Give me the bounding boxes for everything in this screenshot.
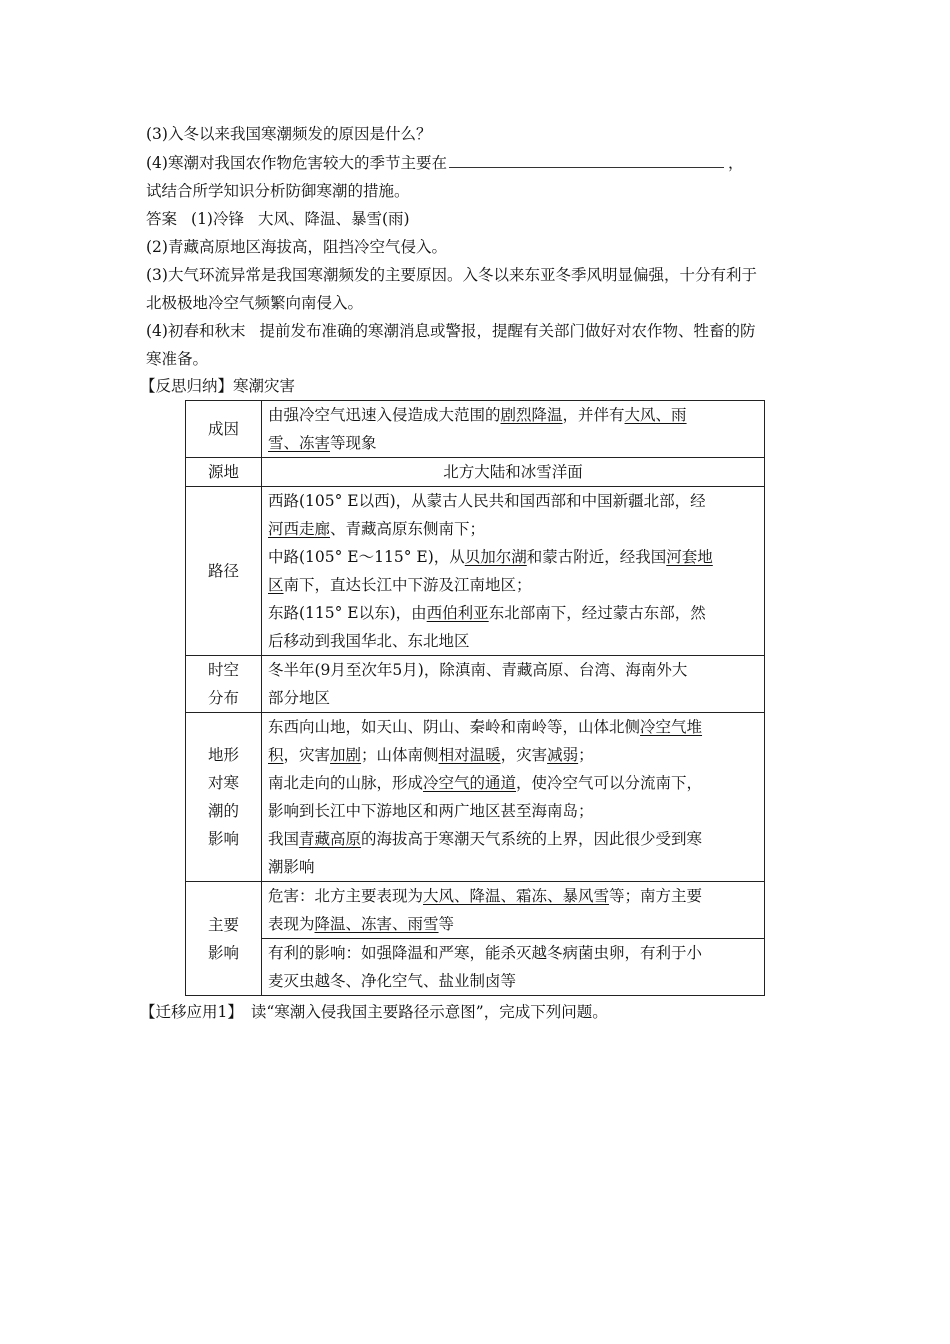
cause-underline: 剧烈降温 [500,406,563,424]
answer-1 [146,209,410,229]
table-row [186,401,765,458]
question-4 [146,153,743,173]
answer-4-line2: 寒准备。 [146,350,209,368]
row-header-terrain [186,713,262,882]
header-line: 影响 [207,830,239,848]
impact-benefit-cell [262,939,765,996]
table-row [186,713,765,882]
impact-text: 麦灭虫越冬、净化空气、盐业制卤等 [268,972,517,990]
transfer-tag: 【迁移应用1】 [140,1003,243,1021]
route-text: 和蒙古附近，经我国 [526,548,667,566]
terrain-text: 的海拔高于寒潮天气系统的上界，因此很少受到寒 [361,830,703,848]
terrain-text: ，使冷空气可以分流南下， [516,774,703,792]
reflection-heading [140,376,295,396]
terrain-text: 影响到长江中下游地区和两广地区甚至海南岛； [268,802,594,820]
impact-text: 等；南方主要 [609,887,703,905]
terrain-underline: 冷空气堆 [640,718,703,736]
answer-3-line2: 北极极地冷空气频繁向南侵入。 [146,294,364,312]
answer-4-rest: 提前发布准确的寒潮消息或警报，提醒有关部门做好对农作物、牲畜的防 [259,322,756,340]
cause-cell [262,401,765,458]
terrain-text: ；山体南侧 [361,746,439,764]
row-header-route: 路径 [186,487,262,656]
row-header-cause: 成因 [186,401,262,458]
question-3: (3)入冬以来我国寒潮频发的原因是什么？ [146,125,432,143]
impact-harm-cell [262,882,765,939]
source-cell: 北方大陆和冰雪洋面 [262,458,765,487]
header-line: 地形 [207,746,239,764]
route-cell [262,487,765,656]
header-line: 主要 [207,915,239,934]
impact-underline: 降温、冻害、雨雪 [314,915,439,933]
route-text: 、青藏高原东侧南下； [330,520,486,538]
route-text: 后移动到我国华北、东北地区 [268,632,470,650]
terrain-underline: 相对温暖 [438,746,501,764]
answer-1-rest: 大风、降温、暴雪(雨) [257,210,410,228]
impact-text: 表现为 [268,915,315,933]
question-4-line2: 试结合所学知识分析防御寒潮的措施。 [146,182,410,200]
terrain-underline: 青藏高原 [299,830,362,848]
row-header-source: 源地 [186,458,262,487]
row-header-impact [186,882,262,996]
impact-text: 危害：北方主要表现为 [268,887,424,905]
terrain-text: 潮影响 [268,858,315,876]
terrain-text: ，灾害 [500,746,548,764]
cold-wave-table [185,400,765,996]
answer-blank [449,153,724,168]
header-line: 影响 [207,943,239,962]
route-underline: 区 [268,576,284,594]
route-text: 东北部南下，经过蒙古东部，然 [488,604,706,622]
route-middle: 中路(105° E～115° E)，从 [268,548,465,566]
cause-text: 等现象 [330,434,377,452]
table-row [186,656,765,713]
terrain-text: 南北走向的山脉，形成 [268,774,424,792]
route-underline: 西伯利亚 [426,604,489,622]
answer-4 [146,321,755,341]
answer-4-num: (4)初春和秋末 [146,322,246,340]
route-west: 西路(105° E以西)，从蒙古人民共和国西部和中国新疆北部，经 [268,492,706,510]
terrain-cell [262,713,765,882]
table-row [186,458,765,487]
route-east: 东路(115° E以东)，由 [268,604,427,622]
route-underline: 河套地 [666,548,713,566]
terrain-text: ，灾害 [283,746,331,764]
answer-label: 答案 [146,210,178,228]
table-row [186,487,765,656]
terrain-text: 我国 [268,830,300,848]
table-row [186,882,765,939]
header-line: 对寒 [207,774,239,792]
impact-text: 等 [438,915,455,933]
answer-1-num: (1)冷锋 [191,210,244,228]
transfer-text: 读“寒潮入侵我国主要路径示意图”，完成下列问题。 [250,1003,608,1021]
route-underline: 贝加尔湖 [464,548,527,566]
header-line: 分布 [207,689,239,707]
route-text: 南下，直达长江中下游及江南地区； [283,576,532,594]
answer-3-line1: (3)大气环流异常是我国寒潮频发的主要原因。入冬以来东亚冬季风明显偏强，十分有利于 [146,266,757,284]
distribution-text: 部分地区 [268,689,331,707]
terrain-underline: 冷空气的通道 [423,774,517,792]
question-4-suffix: ， [727,154,744,172]
transfer-heading [140,1002,608,1022]
cause-text: 由强冷空气迅速入侵造成大范围的 [268,406,501,424]
header-line: 时空 [207,661,239,679]
impact-text: 有利的影响：如强降温和严寒，能杀灭越冬病菌虫卵，有利于小 [268,944,703,962]
distribution-text: 冬半年(9月至次年5月)，除滇南、青藏高原、台湾、海南外大 [268,661,688,679]
cause-underline: 大风、雨 [624,406,687,424]
row-header-distribution [186,656,262,713]
reflection-tag: 【反思归纳】 [140,377,234,395]
table-row [186,939,765,996]
cause-text: ，并伴有 [562,406,625,424]
question-4-text: (4)寒潮对我国农作物危害较大的季节主要在 [146,154,447,172]
route-underline: 河西走廊 [268,520,331,538]
terrain-underline: 积 [268,746,284,764]
terrain-text: 东西向山地，如天山、阴山、秦岭和南岭等，山体北侧 [268,718,641,736]
reflection-title: 寒潮灾害 [233,377,296,395]
terrain-underline: 减弱 [547,746,579,764]
header-line: 潮的 [207,802,239,820]
cause-underline: 雪、冻害 [268,434,331,452]
answer-2: (2)青藏高原地区海拔高，阻挡冷空气侵入。 [146,238,447,256]
distribution-cell [262,656,765,713]
impact-underline: 大风、降温、霜冻、暴风雪 [423,887,610,905]
terrain-text: ； [578,746,594,764]
terrain-underline: 加剧 [330,746,362,764]
